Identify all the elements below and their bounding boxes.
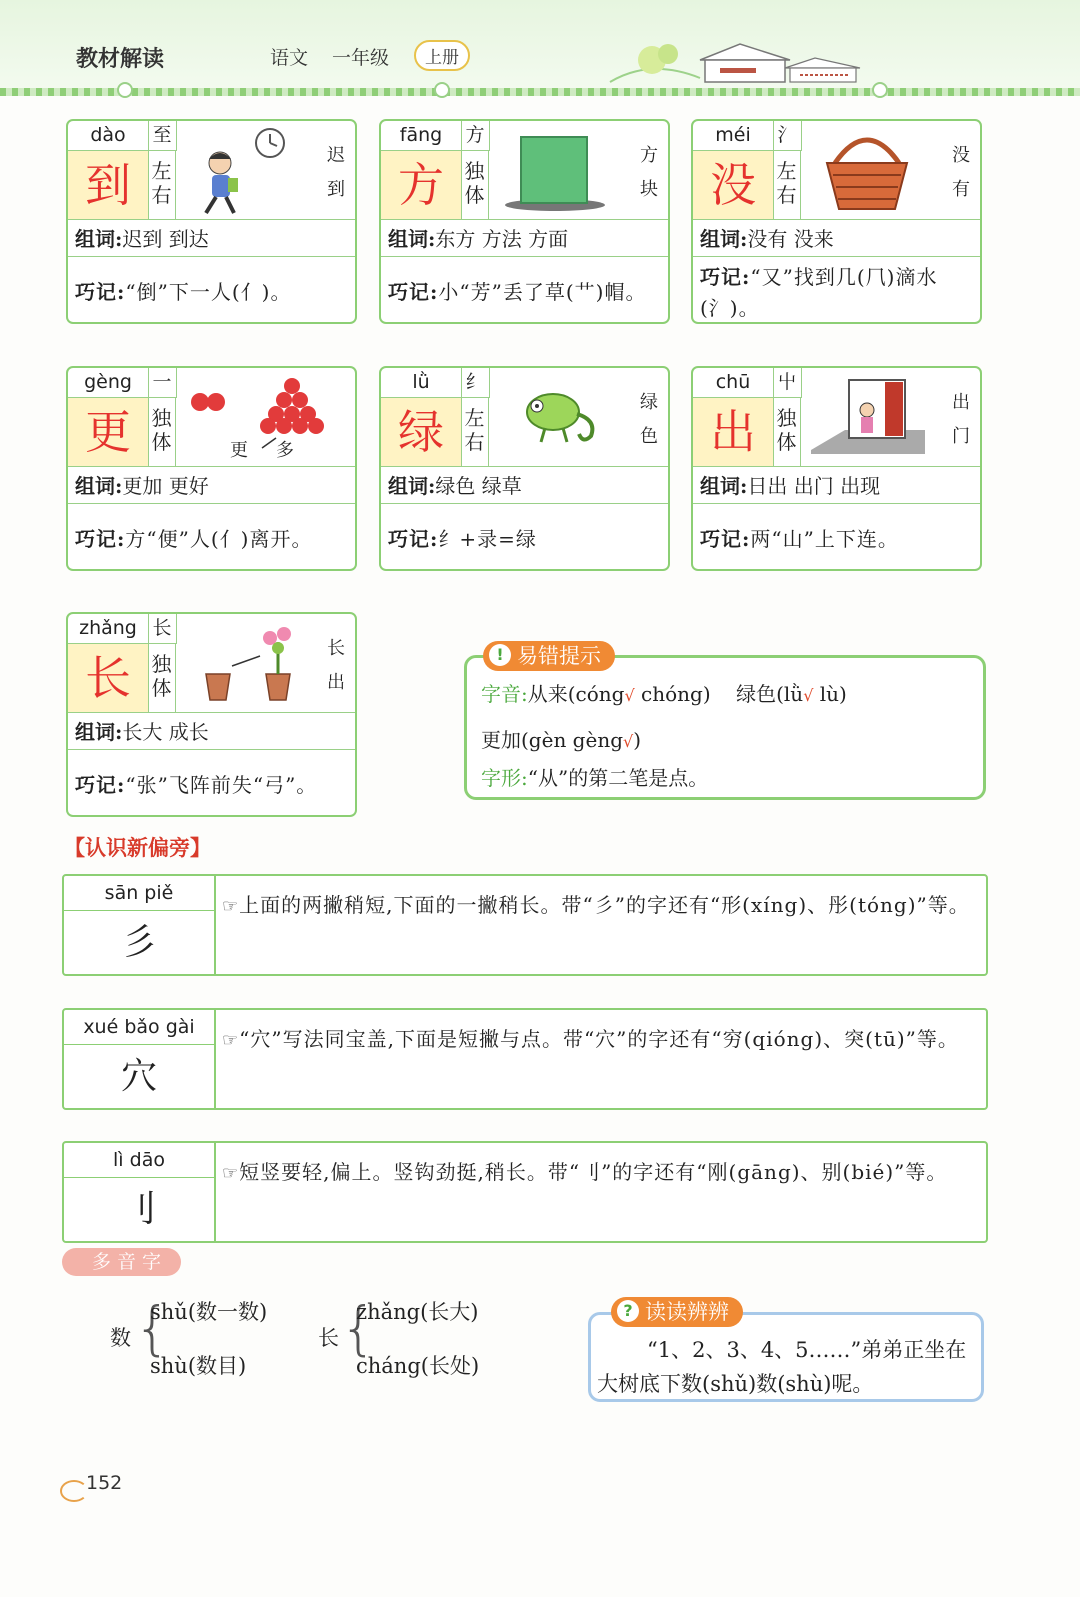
- card-pinyin: dào: [68, 121, 149, 151]
- card-pinyin: lǜ: [381, 368, 462, 398]
- tip-pronunciation-line-2: [481, 724, 641, 753]
- tip-text: “从”的第二笔是点。: [527, 766, 709, 790]
- chameleon-image: [493, 370, 617, 466]
- card-structure: 独体: [148, 644, 176, 712]
- char-card-geng: [66, 366, 357, 571]
- picture-label: 没有: [952, 145, 970, 200]
- radical-box-xuebaogai: [62, 1008, 988, 1110]
- picture-label: 方块: [640, 145, 658, 200]
- card-pinyin: méi: [693, 121, 774, 151]
- empty-basket-image: [805, 123, 929, 219]
- radical-text: 短竖要轻,偏上。竖钩劲挺,稍长。带“刂”的字还有“刚(gāng)、别(bié)”等。: [239, 1160, 948, 1184]
- char-card-mei: [691, 119, 982, 324]
- poly-reading: shù(数目): [150, 1354, 247, 1378]
- word-row: [381, 466, 668, 504]
- words-label: 组词:: [388, 227, 436, 251]
- radical-description: [222, 1020, 980, 1060]
- char-card-chu: [691, 366, 982, 571]
- question-icon: ?: [617, 1300, 639, 1322]
- header-divider: [0, 88, 1080, 96]
- tip-text: chóng): [634, 682, 711, 706]
- picture-label: 长出: [327, 638, 345, 693]
- card-character: 到: [68, 151, 149, 219]
- memo-text: 纟+录=绿: [438, 527, 537, 551]
- memo-row: [693, 505, 980, 571]
- tip-text: ): [633, 728, 642, 752]
- card-character: 没: [693, 151, 774, 219]
- card-radical: 长: [148, 614, 177, 644]
- check-mark-icon: √: [803, 686, 814, 705]
- tip-label-pronunciation: 字音:: [481, 682, 528, 706]
- card-character: 出: [693, 398, 774, 466]
- words-text: 更加 更好: [122, 474, 209, 498]
- card-character: 绿: [381, 398, 462, 466]
- card-structure: 左右: [773, 151, 801, 219]
- char-card-fang: [379, 119, 670, 324]
- card-structure: 独体: [461, 151, 489, 219]
- poly-reading: shǔ(数一数): [150, 1300, 268, 1324]
- memo-row: [68, 258, 355, 324]
- words-label: 组词:: [75, 474, 123, 498]
- memo-label: 巧记:: [75, 280, 126, 304]
- tip-shape-line: [481, 762, 708, 791]
- memo-label: 巧记:: [75, 773, 126, 797]
- word-row: [68, 712, 355, 750]
- green-square-image: [493, 123, 617, 219]
- poly-char: 长: [318, 1326, 339, 1350]
- divider-dot: [872, 82, 888, 98]
- memo-label: 巧记:: [75, 527, 126, 551]
- word-row: [68, 219, 355, 257]
- brace-icon: {: [340, 1294, 377, 1362]
- words-text: 迟到 到达: [122, 227, 209, 251]
- card-radical: 一: [148, 368, 177, 398]
- polyphonic-tag: 多音字: [62, 1248, 181, 1276]
- subject-label: 语文: [270, 47, 309, 69]
- memo-row: [68, 751, 355, 817]
- pointing-hand-icon: ☞: [222, 1030, 240, 1051]
- tip-label-shape: 字形:: [481, 766, 528, 790]
- radical-text: 上面的两撇稍短,下面的一撇稍长。带“彡”的字还有“形(xíng)、彤(tóng)”等。: [239, 893, 970, 917]
- words-text: 东方 方法 方面: [435, 227, 569, 251]
- memo-row: [693, 258, 980, 324]
- exclamation-icon: !: [489, 644, 511, 666]
- memo-label: 巧记:: [388, 280, 439, 304]
- card-radical: 方: [461, 121, 490, 151]
- memo-row: [381, 258, 668, 324]
- word-row: [68, 466, 355, 504]
- divider-dot: [434, 82, 450, 98]
- pointing-hand-icon: ☞: [222, 1163, 240, 1184]
- card-radical: 至: [148, 121, 177, 151]
- volume-badge: 上册: [414, 40, 470, 71]
- growing-plant-image: [180, 616, 304, 712]
- radical-pinyin: xué bǎo gài: [64, 1010, 216, 1045]
- memo-text: 小“芳”丢了草(艹)帽。: [438, 280, 647, 304]
- radical-character: 彡: [64, 911, 216, 974]
- word-row: [381, 219, 668, 257]
- word-row: [693, 219, 980, 257]
- radical-pinyin: lì dāo: [64, 1143, 216, 1178]
- new-radicals-heading: 【认识新偏旁】: [64, 836, 211, 860]
- error-tips-title: 易错提示: [517, 644, 601, 668]
- memo-text: “又”找到几(⺇)滴水(氵)。: [700, 264, 938, 320]
- read-distinguish-box: [588, 1300, 984, 1402]
- memo-text: “倒”下一人(亻)。: [125, 280, 292, 304]
- words-label: 组词:: [388, 474, 436, 498]
- read-distinguish-tag: [611, 1297, 743, 1327]
- radical-box-sanpie: [62, 874, 988, 976]
- grade-label: 一年级: [332, 47, 390, 69]
- card-structure: 左右: [461, 398, 489, 466]
- brand-title: 教材解读: [76, 47, 165, 72]
- word-row: [693, 466, 980, 504]
- poly-reading: zhǎng(长大): [356, 1300, 479, 1324]
- picture-label: 迟到: [327, 145, 345, 200]
- card-character: 方: [381, 151, 462, 219]
- memo-row: [68, 505, 355, 571]
- poly-reading: cháng(长处): [356, 1354, 480, 1378]
- radical-character: 刂: [64, 1178, 216, 1241]
- card-character: 更: [68, 398, 149, 466]
- card-structure: 左右: [148, 151, 176, 219]
- house-illustration: [590, 38, 880, 88]
- memo-row: [381, 505, 668, 571]
- tip-text: 更加(gèn gèng: [481, 728, 624, 752]
- memo-text: 方“便”人(亻)离开。: [125, 527, 313, 551]
- tip-pronunciation-line: [481, 678, 847, 707]
- running-boy-image: [180, 123, 304, 219]
- memo-text: “张”飞阵前失“弓”。: [125, 773, 318, 797]
- radical-box-lidao: [62, 1141, 988, 1243]
- check-mark-icon: √: [623, 732, 634, 751]
- error-tips-box: [464, 644, 986, 800]
- check-mark-icon: √: [624, 686, 635, 705]
- radical-text: “穴”写法同宝盖,下面是短撇与点。带“穴”的字还有“穷(qióng)、突(tū)”等。: [239, 1027, 959, 1051]
- words-text: 绿色 绿草: [435, 474, 522, 498]
- memo-label: 巧记:: [700, 527, 751, 551]
- memo-label: 巧记:: [388, 527, 439, 551]
- words-label: 组词:: [700, 474, 748, 498]
- card-radical: 氵: [773, 121, 802, 151]
- words-text: 长大 成长: [122, 720, 209, 744]
- error-tips-tag: [483, 641, 615, 671]
- page-number: 152: [86, 1472, 123, 1494]
- card-pinyin: gèng: [68, 368, 149, 398]
- card-structure: 独体: [773, 398, 801, 466]
- tip-text: 绿色(lǜ: [736, 682, 804, 706]
- radical-character: 穴: [64, 1045, 216, 1108]
- page-curl-icon: [60, 1480, 88, 1502]
- memo-label: 巧记:: [700, 264, 751, 289]
- words-label: 组词:: [75, 227, 123, 251]
- words-label: 组词:: [700, 227, 748, 251]
- char-card-dao: [66, 119, 357, 324]
- card-radical: 纟: [461, 368, 490, 398]
- card-structure: 独体: [148, 398, 176, 466]
- tip-text: lù): [813, 682, 847, 706]
- char-card-zhang: [66, 612, 357, 817]
- words-text: 没有 没来: [747, 227, 834, 251]
- divider-dot: [117, 82, 133, 98]
- memo-text: 两“山”上下连。: [750, 527, 899, 551]
- picture-label: 出门: [952, 392, 970, 447]
- read-distinguish-title: 读读辨辨: [645, 1300, 729, 1324]
- words-label: 组词:: [75, 720, 123, 744]
- card-pinyin: zhǎng: [68, 614, 149, 644]
- read-distinguish-text: “1、2、3、4、5……”弟弟正坐在大树底下数(shǔ)数(shù)呢。: [597, 1338, 967, 1396]
- page-header: [0, 0, 1080, 95]
- words-text: 日出 出门 出现: [747, 474, 881, 498]
- brace-icon: {: [134, 1294, 171, 1362]
- girl-at-door-image: [805, 370, 929, 466]
- card-pinyin: chū: [693, 368, 774, 398]
- picture-label: 更多: [230, 440, 322, 461]
- tip-text: 从来(cóng: [527, 682, 625, 706]
- pointing-hand-icon: ☞: [222, 896, 240, 917]
- radical-description: [222, 1153, 980, 1193]
- radical-description: [222, 886, 980, 926]
- card-pinyin: fāng: [381, 121, 462, 151]
- poly-char: 数: [110, 1326, 131, 1350]
- radical-pinyin: sān piě: [64, 876, 216, 911]
- picture-label: 绿色: [640, 392, 658, 447]
- card-character: 长: [68, 644, 149, 712]
- card-radical: 屮: [773, 368, 802, 398]
- char-card-lv: [379, 366, 670, 571]
